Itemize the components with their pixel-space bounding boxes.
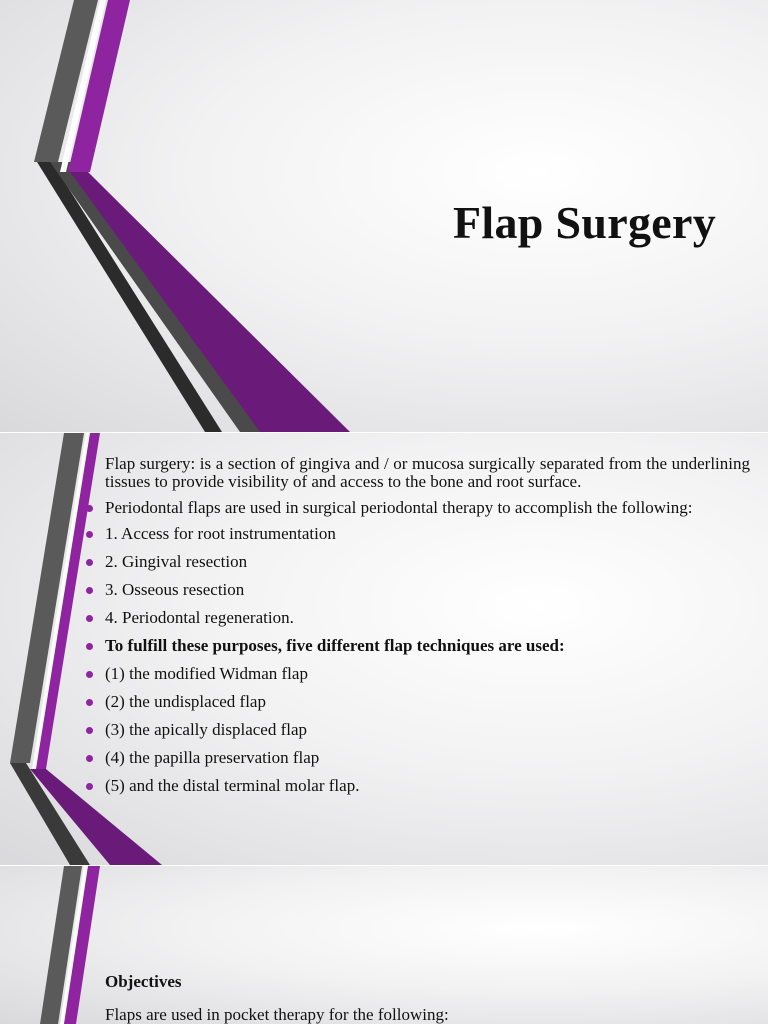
list-item: To fulfill these purposes, five different flap techniques are used: — [86, 637, 750, 655]
bullet-icon — [86, 755, 93, 762]
bullet-icon — [86, 699, 93, 706]
slide-title: Flap Surgery — [453, 197, 716, 248]
purple-lower-stripe — [70, 172, 350, 432]
bullet-icon — [86, 615, 93, 622]
bullet-list — [86, 455, 750, 805]
content-slide — [0, 433, 768, 865]
list-item: (2) the undisplaced flap — [86, 693, 750, 711]
decorative-stripes — [0, 866, 768, 1024]
title-slide — [0, 0, 768, 432]
objectives-text: Flaps are used in pocket therapy for the following: — [105, 1005, 449, 1024]
list-item: 1. Access for root instrumentation — [86, 525, 750, 543]
gray-lower-stripe — [50, 162, 262, 432]
list-item: (5) and the distal terminal molar flap. — [86, 777, 750, 795]
objectives-slide — [0, 866, 768, 1024]
list-item: (4) the papilla preservation flap — [86, 749, 750, 767]
bullet-icon — [86, 671, 93, 678]
list-item: 2. Gingival resection — [86, 553, 750, 571]
bullet-icon — [86, 461, 93, 468]
bullet-icon — [86, 505, 93, 512]
list-item: Flap surgery: is a section of gingiva and / or mucosa surgically separated from the underlining tissues to provide visibility of and access to the bone and root surface. — [86, 455, 750, 491]
bullet-icon — [86, 643, 93, 650]
bullet-icon — [86, 531, 93, 538]
bullet-icon — [86, 727, 93, 734]
list-item: 4. Periodontal regeneration. — [86, 609, 750, 627]
list-item: (3) the apically displaced flap — [86, 721, 750, 739]
bullet-icon — [86, 587, 93, 594]
objectives-heading: Objectives — [105, 972, 182, 991]
list-item: Periodontal flaps are used in surgical periodontal therapy to accomplish the following: — [86, 499, 750, 517]
list-item: 3. Osseous resection — [86, 581, 750, 599]
bullet-icon — [86, 559, 93, 566]
bullet-icon — [86, 783, 93, 790]
list-item: (1) the modified Widman flap — [86, 665, 750, 683]
